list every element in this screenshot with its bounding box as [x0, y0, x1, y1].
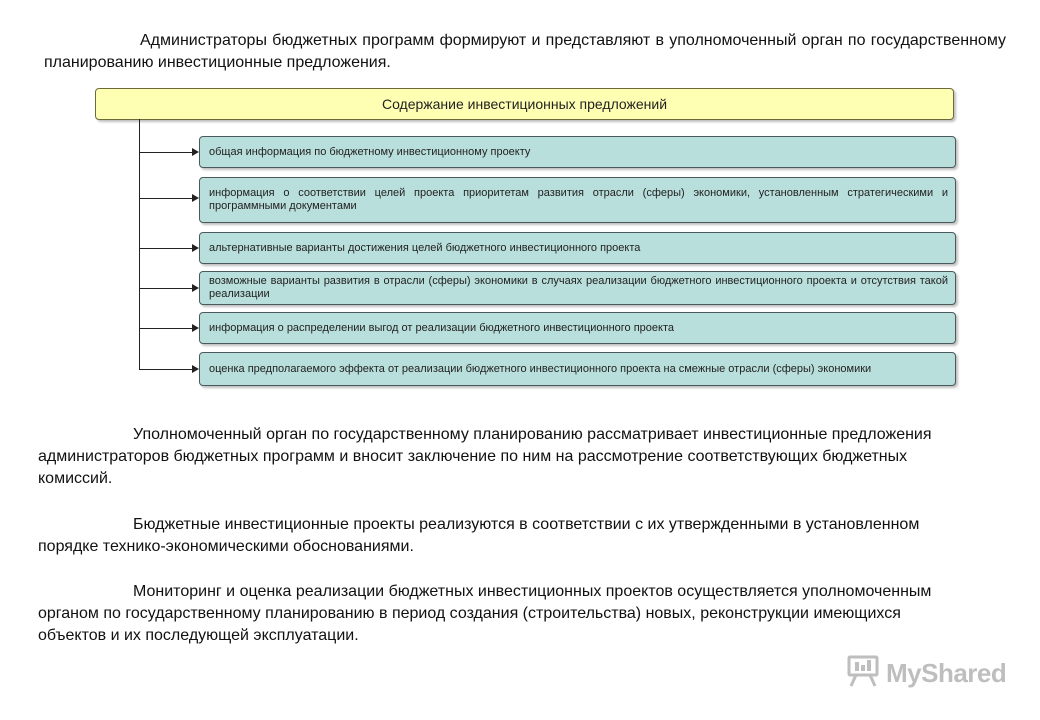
watermark-logo [846, 655, 1006, 692]
diagram-item [199, 232, 956, 264]
paragraph: Бюджетные инвестиционные проекты реализуются в соответствии с их утвержденными в установленном порядке технико-экономическими обоснованиями. [38, 516, 920, 555]
diagram-item [199, 312, 956, 344]
connector-line [139, 248, 193, 249]
paragraph: Уполномоченный орган по государственному планированию рассматривает инвестиционные предложения администраторов бюджетных программ и вносит заключение по ним на рассмотрение соответствующих бюджетных комиссий. [38, 426, 932, 487]
diagram-item-text: информация о распределении выгод от реализации бюджетного инвестиционного проекта [209, 321, 674, 334]
connector-line [139, 152, 193, 153]
presentation-board-icon [846, 655, 880, 692]
diagram-item-text: альтернативные варианты достижения целей бюджетного инвестиционного проекта [209, 241, 641, 254]
connector-line [139, 288, 193, 289]
diagram-header-label: Содержание инвестиционных предложений [381, 96, 668, 112]
arrow-right-icon [192, 148, 199, 156]
diagram-item-text: общая информация по бюджетному инвестиционному проекту [209, 145, 531, 158]
diagram-item [199, 136, 956, 168]
arrow-right-icon [192, 284, 199, 292]
arrow-right-icon [192, 365, 199, 373]
connector-line [139, 198, 193, 199]
watermark-text: MyShared [886, 658, 1007, 688]
arrow-right-icon [192, 194, 199, 202]
connector-line [139, 328, 193, 329]
intro-text: Администраторы бюджетных программ формируют и представляют в уполномоченный орган по государственному планированию инвестиционные предложения. [44, 32, 1006, 71]
arrow-right-icon [192, 244, 199, 252]
diagram-spine-line [139, 119, 140, 369]
diagram-item [199, 271, 956, 305]
diagram-item-text: оценка предполагаемого эффекта от реализации бюджетного инвестиционного проекта на смежные отрасли (сферы) экономики [209, 362, 872, 375]
arrow-right-icon [192, 324, 199, 332]
diagram-item [199, 352, 956, 386]
paragraph: Мониторинг и оценка реализации бюджетных инвестиционных проектов осуществляется уполномоченным органом по государственному планированию в период создания (строительства) новых, реконструкции имеющихся объектов и их последующей эксплуатации. [38, 583, 932, 644]
diagram-item [199, 177, 956, 223]
diagram-header [95, 88, 954, 120]
connector-line [139, 369, 193, 370]
diagram-item-text: информация о соответствии целей проекта приоритетам развития отрасли (сферы) экономики, установленным стратегическими и программными документами [209, 187, 948, 212]
diagram-item-text: возможные варианты развития в отрасли (сферы) экономики в случаях реализации бюджетного инвестиционного проекта и отсутствия такой реализации [209, 275, 948, 300]
